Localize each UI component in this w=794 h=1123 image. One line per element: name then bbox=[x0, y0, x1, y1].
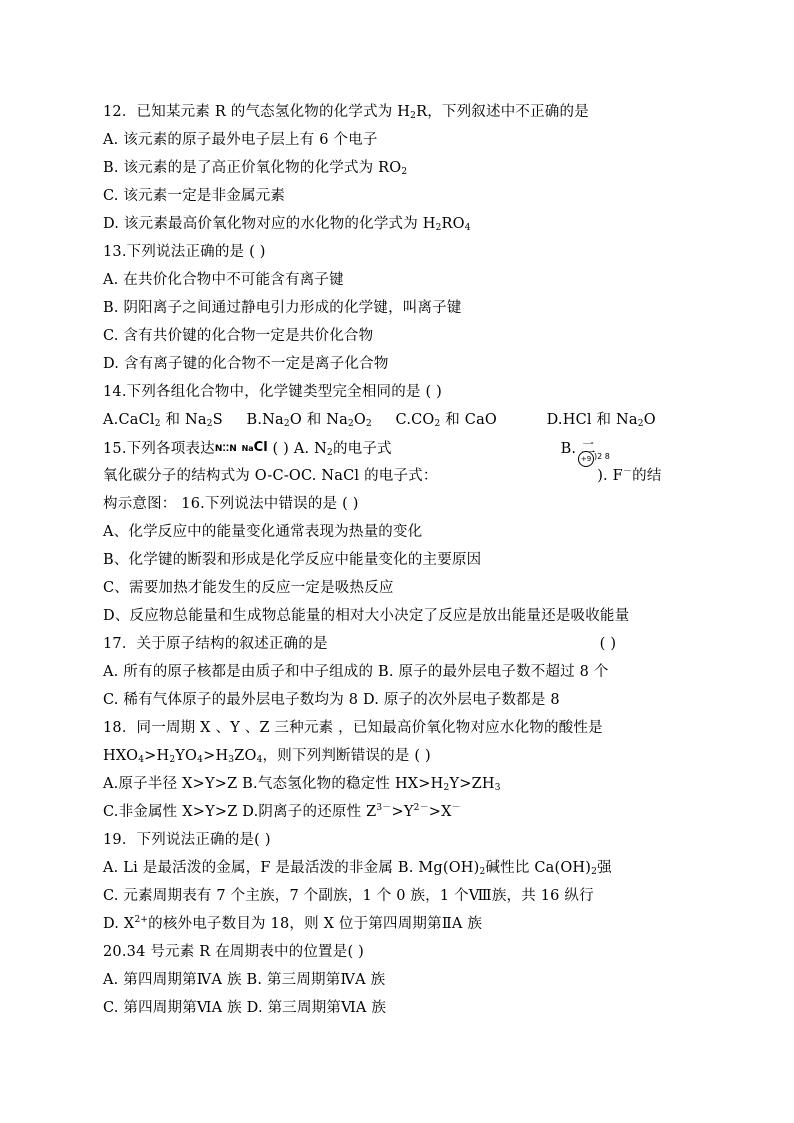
q14-options: A.CaCl$_2$ 和 $Na_2S$ $B.Na_2O$ 和 $Na_2O_2$ $C.CO_2$ 和 CaO D.HCl 和 $Na_2O$ bbox=[103, 412, 656, 429]
q20-stem: 20.34 号元素 R 在周期表中的位置是( ) bbox=[103, 944, 364, 960]
q15-line3: 构示意图： 16.下列说法中错误的是 ( ) bbox=[103, 496, 359, 512]
q13-option-a: A. 在共价化合物中不可能含有离子键 bbox=[103, 272, 344, 288]
q13-option-b: B. 阴阳离子之间通过静电引力形成的化学键，叫离子键 bbox=[103, 300, 462, 316]
q19-option-d: D. $X^{2+}$的核外电子数目为 18，则 X 位于第四周期第ⅡA 族 bbox=[103, 915, 483, 932]
chlorine-symbol-fragment: Cl bbox=[253, 440, 268, 455]
q18-acid-order: $HXO_4>H_2YO_4>H_3ZO_4$，则下列判断错误的是 ( ) bbox=[103, 748, 431, 765]
q18-options-ab: A.原子半径 X>Y>Z B.气态氢化物的稳定性 $HX>H_2Y>ZH_3$ bbox=[103, 776, 501, 793]
q12-option-d: D. 该元素最高价氧化物对应的水化物的化学式为 $H_2RO_4$ bbox=[103, 216, 471, 233]
q13-option-d: D. 含有离子键的化合物不一定是离子化合物 bbox=[103, 356, 389, 372]
q18-options-cd: C.非金属性 X>Y>Z D.阴离子的还原性 $Z^{3-}>Y^{2-}>X^-$ bbox=[103, 803, 461, 820]
q20-options-ab: A. 第四周期第ⅣA 族 B. 第三周期第ⅣA 族 bbox=[103, 972, 386, 988]
fluoride-ion-nucleus: +9 bbox=[578, 451, 594, 467]
q13-stem: 13.下列说法正确的是 ( ) bbox=[103, 244, 266, 260]
q12-stem: 12．已知某元素 R 的气态氢化物的化学式为 $H_2R$，下列叙述中不正确的是 bbox=[103, 104, 589, 121]
q12-option-a: A. 该元素的原子最外电子层上有 6 个电子 bbox=[103, 132, 378, 148]
q17-options-cd: C. 稀有气体原子的最外层电子数均为 8 D. 原子的次外层电子数都是 8 bbox=[103, 692, 560, 708]
q12-option-c: C. 该元素一定是非金属元素 bbox=[103, 188, 286, 204]
q20-options-cd: C. 第四周期第ⅥA 族 D. 第三周期第ⅥA 族 bbox=[103, 1000, 387, 1016]
q12-option-b: B. 该元素的是了高正价氧化物的化学式为 $RO_2$ bbox=[103, 160, 408, 177]
q18-stem: 18．同一周期 X 、Y 、Z 三种元素 ，已知最高价氧化物对应水化物的酸性是 bbox=[103, 720, 603, 736]
q16-option-b: B、化学键的断裂和形成是化学反应中能量变化的主要原因 bbox=[103, 552, 482, 568]
q17-options-ab: A. 所有的原子核都是由质子和中子组成的 B. 原子的最外层电子数不超过 8 个 bbox=[103, 664, 609, 680]
q13-option-c: C. 含有共价键的化合物一定是共价化合物 bbox=[103, 328, 374, 344]
q19-options-ab: A. Li 是最活泼的金属，F 是最活泼的非金属 B. $Mg(OH)_2$碱性比 $Ca(OH)_2$强 bbox=[103, 860, 612, 877]
sodium-symbol-fragment: Na bbox=[241, 444, 254, 453]
n2-electron-formula-fragment: N⁚⁚N bbox=[214, 444, 237, 454]
q17-stem: 17．关于原子结构的叙述正确的是 ( ) bbox=[103, 636, 617, 652]
q15-stem: 15.下列各项表达N⁚⁚N NaCl ( ) A. $N_2$的电子式 B. 二 bbox=[103, 440, 596, 458]
q16-option-a: A、化学反应中的能量变化通常表现为热量的变化 bbox=[103, 524, 423, 540]
q16-option-c: C、需要加热才能发生的反应一定是吸热反应 bbox=[103, 580, 394, 596]
q19-stem: 19．下列说法正确的是( ) bbox=[103, 832, 271, 848]
q14-stem: 14.下列各组化合物中，化学键类型完全相同的是 ( ) bbox=[103, 384, 442, 400]
q16-option-d: D、反应物总能量和生成物总能量的相对大小决定了反应是放出能量还是吸收能量 bbox=[103, 608, 630, 624]
fluoride-electron-shells: )2 8 bbox=[594, 452, 610, 461]
q19-option-c: C. 元素周期表有 7 个主族，7 个副族，1 个 0 族，1 个Ⅷ族，共 16 纵行 bbox=[103, 888, 594, 904]
q15-line2: 氧化碳分子的结构式为 O-C-OC. NaCl 的电子式： ). F－的结 bbox=[103, 467, 662, 484]
